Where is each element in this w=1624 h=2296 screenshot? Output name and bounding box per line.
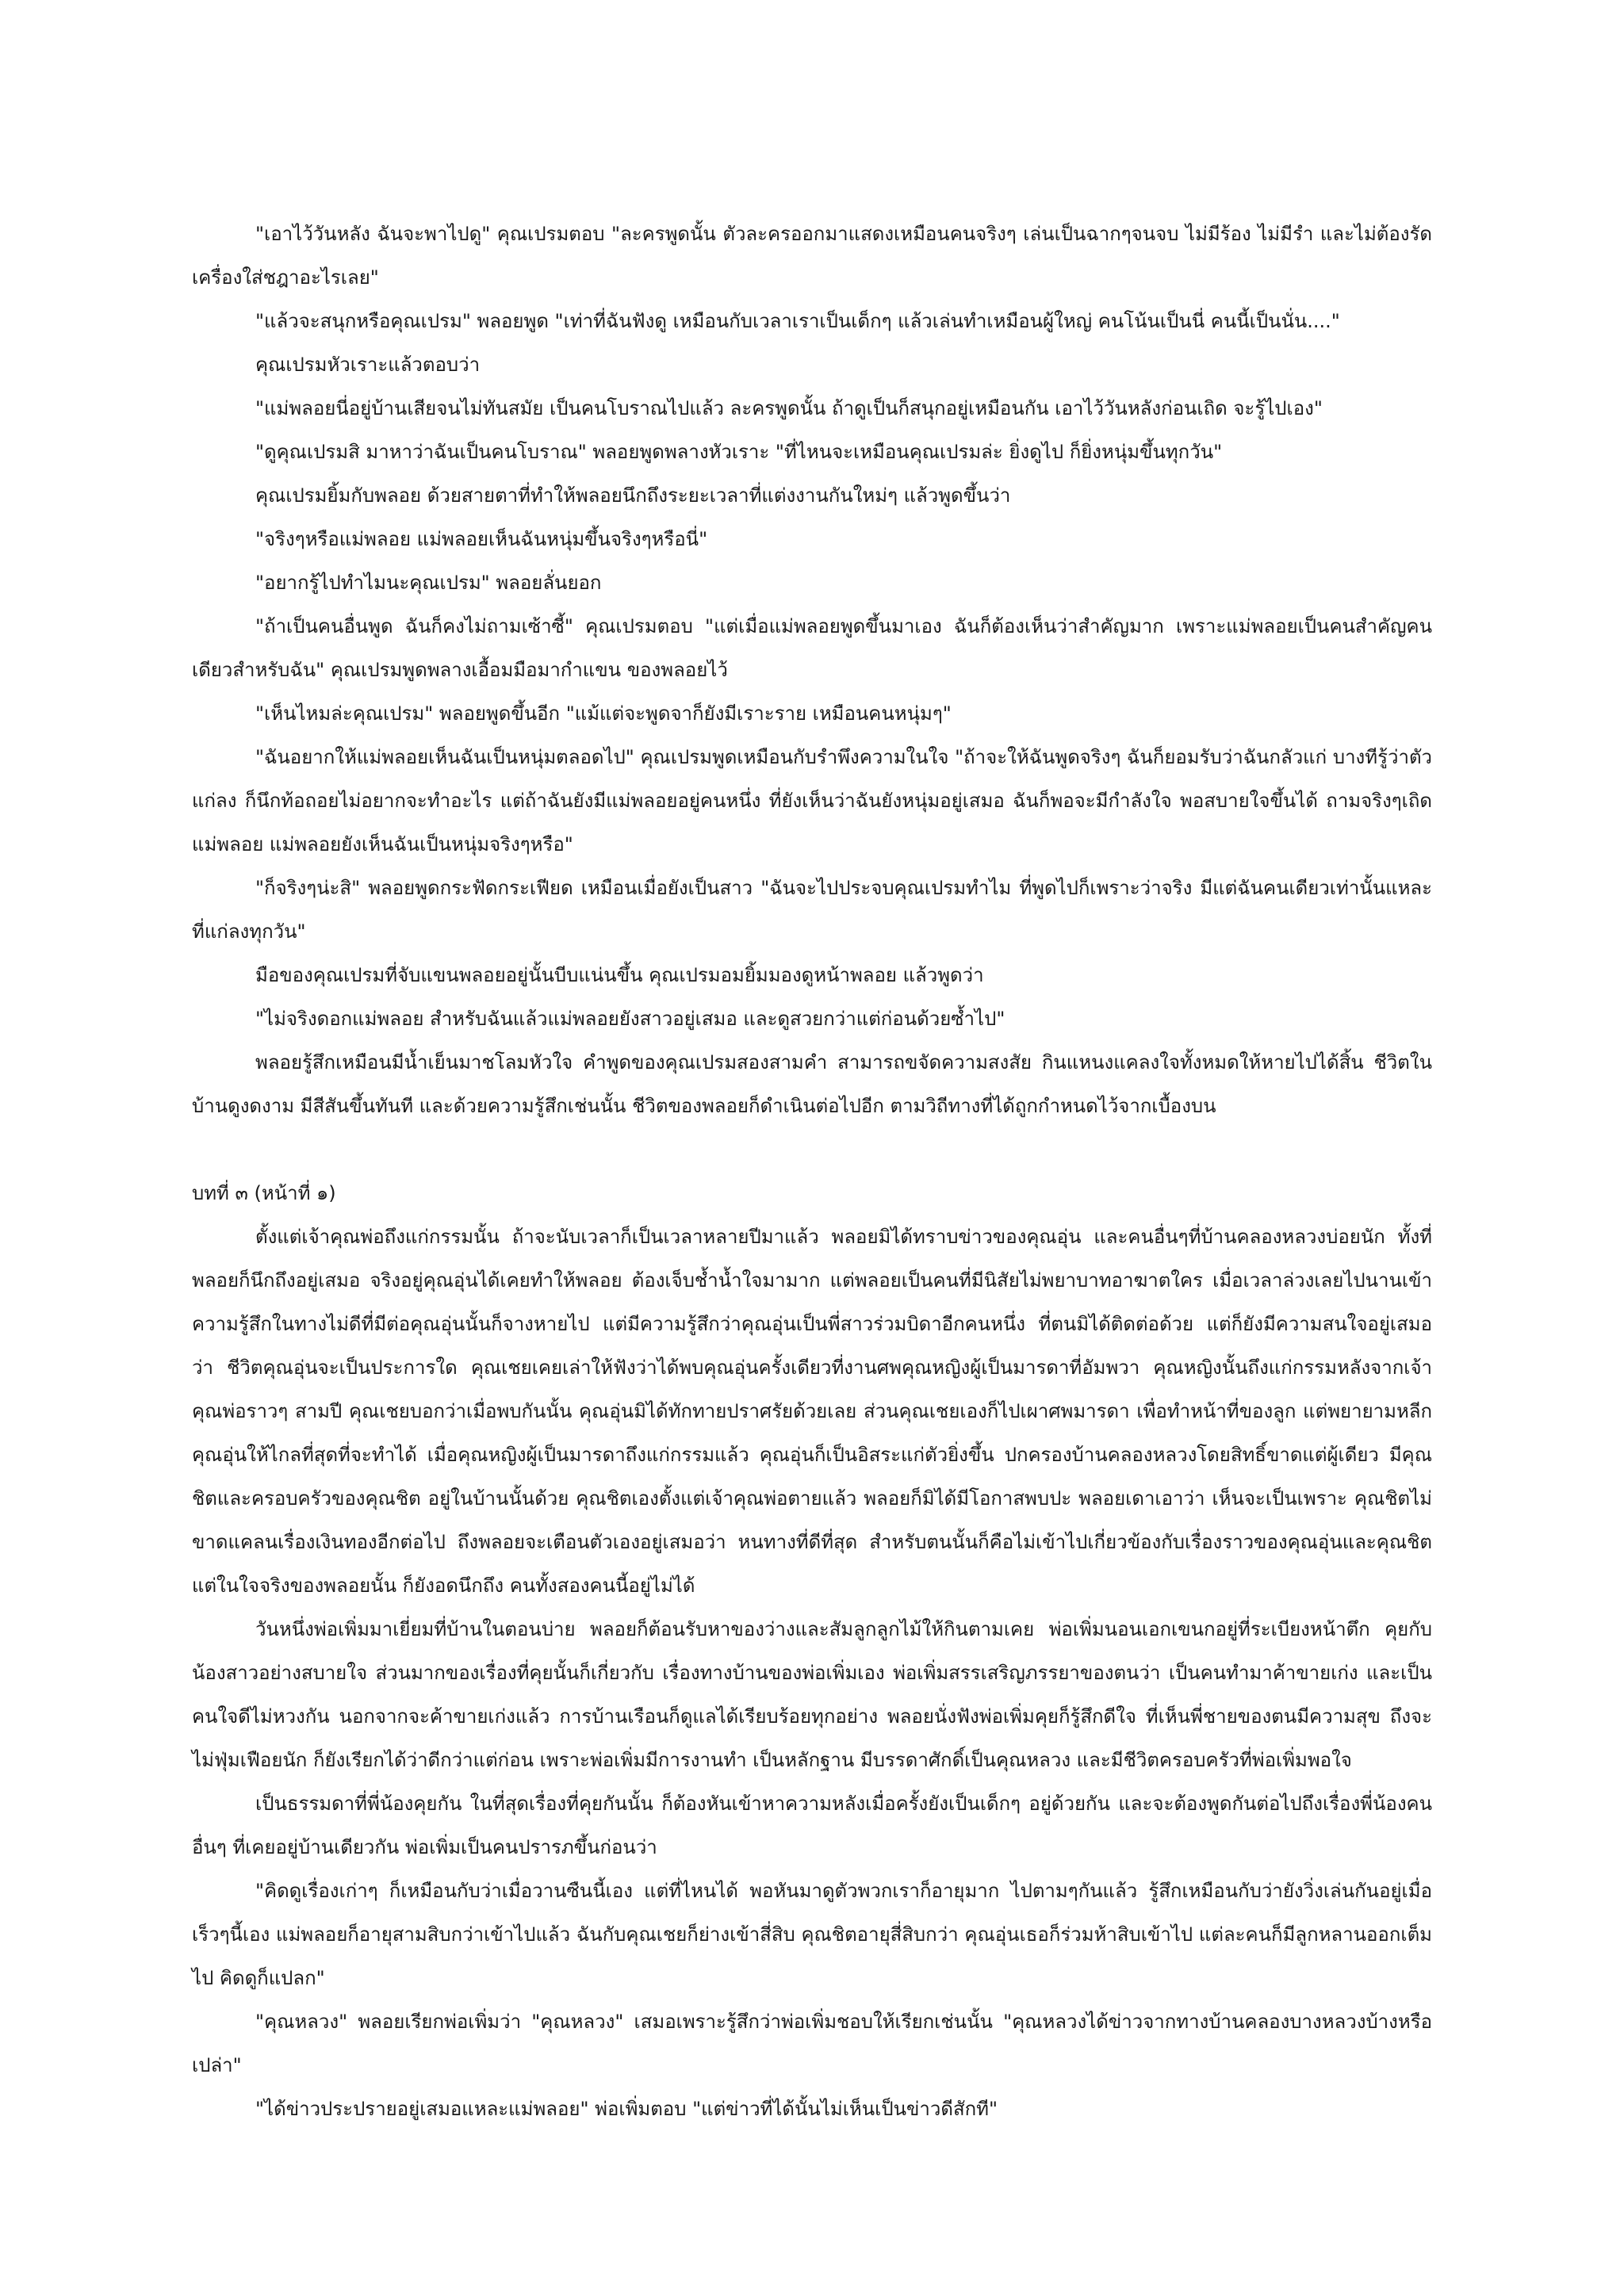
paragraph: "เห็นไหมล่ะคุณเปรม" พลอยพูดขึ้นอีก "แม้แต่จะพูดจาก็ยังมีเราะราย เหมือนคนหนุ่มๆ"	[255, 702, 952, 725]
paragraph: "คุณหลวง" พลอยเรียกพ่อเพิ่มว่า "คุณหลวง" เสมอเพราะรู้สึกว่าพ่อเพิ่มชอบให้เรียกเช่นนั้น "คุณหลวงได้ข่าวจากทางบ้านคลองบางหลวงบ้างหรือเปล่า"	[192, 2011, 1432, 2076]
paragraph: คุณเปรมยิ้มกับพลอย ด้วยสายตาที่ทำให้พลอยนึกถึงระยะเวลาที่แต่งงานกันใหม่ๆ แล้วพูดขึ้นว่า	[255, 484, 1011, 507]
paragraph: "จริงๆหรือแม่พลอย แม่พลอยเห็นฉันหนุ่มขึ้นจริงๆหรือนี่"	[255, 528, 708, 550]
paragraph: "ไม่จริงดอกแม่พลอย สำหรับฉันแล้วแม่พลอยยังสาวอยู่เสมอ และดูสวยกว่าแต่ก่อนด้วยซ้ำไป"	[255, 1008, 1005, 1030]
chapter-heading: บทที่ ๓ (หน้าที่ ๑)	[192, 1182, 336, 1204]
paragraph: "เอาไว้วันหลัง ฉันจะพาไปดู" คุณเปรมตอบ "ละครพูดนั้น ตัวละครออกมาแสดงเหมือนคนจริงๆ เล่นเป็นฉากๆจนจบ ไม่มีร้อง ไม่มีรำ และไม่ต้องรัดเครื่องใส่ชฎาอะไรเลย"	[192, 223, 1432, 289]
paragraph: "อยากรู้ไปทำไมนะคุณเปรม" พลอยลั่นยอก	[255, 572, 602, 594]
paragraph: "ถ้าเป็นคนอื่นพูด ฉันก็คงไม่ถามเซ้าซี้" คุณเปรมตอบ "แต่เมื่อแม่พลอยพูดขึ้นมาเอง ฉันก็ต้องเห็นว่าสำคัญมาก เพราะแม่พลอยเป็นคนสำคัญคนเดียวสำหรับฉัน" คุณเปรมพูดพลางเอื้อมมือมากำแขน ของพลอยไว้	[192, 615, 1432, 681]
paragraph: "ได้ข่าวประปรายอยู่เสมอแหละแม่พลอย" พ่อเพิ่มตอบ "แต่ข่าวที่ได้นั้นไม่เห็นเป็นข่าวดีสักที"	[255, 2098, 998, 2120]
paragraph: คุณเปรมหัวเราะแล้วตอบว่า	[255, 354, 481, 376]
paragraph: "แล้วจะสนุกหรือคุณเปรม" พลอยพูด "เท่าที่ฉันฟังดู เหมือนกับเวลาเราเป็นเด็กๆ แล้วเล่นทำเหมือนผู้ใหญ่ คนโน้นเป็นนี่ คนนี้เป็นนั่น...."	[255, 310, 1340, 332]
paragraph: "ดูคุณเปรมสิ มาหาว่าฉันเป็นคนโบราณ" พลอยพูดพลางหัวเราะ "ที่ไหนจะเหมือนคุณเปรมล่ะ ยิ่งดูไป ก็ยิ่งหนุ่มขึ้นทุกวัน"	[255, 441, 1223, 463]
section-spacer	[192, 1128, 1432, 1172]
paragraph: พลอยรู้สึกเหมือนมีน้ำเย็นมาชโลมหัวใจ คำพูดของคุณเปรมสองสามคำ สามารถขจัดความสงสัย กินแหนงแคลงใจทั้งหมดให้หายไปได้สิ้น ชีวิตในบ้านดูงดงาม มีสีสันขึ้นทันที และด้วยความรู้สึกเช่นนั้น ชีวิตของพลอยก็ดำเนินต่อไปอีก ตามวิถีทางที่ได้ถูกกำหนดไว้จากเบื้องบน	[192, 1051, 1432, 1117]
paragraph: ตั้งแต่เจ้าคุณพ่อถึงแก่กรรมนั้น ถ้าจะนับเวลาก็เป็นเวลาหลายปีมาแล้ว พลอยมิได้ทราบข่าวของคุณอุ่น และคนอื่นๆที่บ้านคลองหลวงบ่อยนัก ทั้งที่พลอยก็นึกถึงอยู่เสมอ จริงอยู่คุณอุ่นได้เคยทำให้พลอย ต้องเจ็บช้ำน้ำใจมามาก แต่พลอยเป็นคนที่มีนิสัยไม่พยาบาทอาฆาตใคร เมื่อเวลาล่วงเลยไปนานเข้า ความรู้สึกในทางไม่ดีที่มีต่อคุณอุ่นนั้นก็จางหายไป แต่มีความรู้สึกว่าคุณอุ่นเป็นพี่สาวร่วมบิดาอีกคนหนึ่ง ที่ตนมิได้ติดต่อด้วย แต่ก็ยังมีความสนใจอยู่เสมอว่า ชีวิตคุณอุ่นจะเป็นประการใด คุณเชยเคยเล่าให้ฟังว่าได้พบคุณอุ่นครั้งเดียวที่งานศพคุณหญิงผู้เป็นมารดาที่อัมพวา คุณหญิงนั้นถึงแก่กรรมหลังจากเจ้าคุณพ่อราวๆ สามปี คุณเชยบอกว่าเมื่อพบกันนั้น คุณอุ่นมิได้ทักทายปราศรัยด้วยเลย ส่วนคุณเชยเองก็ไปเผาศพมารดา เพื่อทำหน้าที่ของลูก แต่พยายามหลีกคุณอุ่นให้ไกลที่สุดที่จะทำได้ เมื่อคุณหญิงผู้เป็นมารดาถึงแก่กรรมแล้ว คุณอุ่นก็เป็นอิสระแก่ตัวยิ่งขึ้น ปกครองบ้านคลองหลวงโดยสิทธิ์ขาดแต่ผู้เดียว มีคุณชิตและครอบครัวของคุณชิต อยู่ในบ้านนั้นด้วย คุณชิตเองตั้งแต่เจ้าคุณพ่อตายแล้ว พลอยก็มิได้มีโอกาสพบปะ พลอยเดาเอาว่า เห็นจะเป็นเพราะ คุณชิตไม่ขาดแคลนเรื่องเงินทองอีกต่อไป ถึงพลอยจะเตือนตัวเองอยู่เสมอว่า หนทางที่ดีที่สุด สำหรับตนนั้นก็คือไม่เข้าไปเกี่ยวข้องกับเรื่องราวของคุณอุ่นและคุณชิต แต่ในใจจริงของพลอยนั้น ก็ยังอดนึกถึง คนทั้งสองคนนี้อยู่ไม่ได้	[192, 1226, 1432, 1597]
paragraph: มือของคุณเปรมที่จับแขนพลอยอยู่นั้นบีบแน่นขึ้น คุณเปรมอมยิ้มมองดูหน้าพลอย แล้วพูดว่า	[255, 964, 984, 986]
paragraph: "ก็จริงๆน่ะสิ" พลอยพูดกระฟัดกระเฟียด เหมือนเมื่อยังเป็นสาว "ฉันจะไปประจบคุณเปรมทำไม ที่พูดไปก็เพราะว่าจริง มีแต่ฉันคนเดียวเท่านั้นแหละ ที่แก่ลงทุกวัน"	[192, 877, 1432, 943]
paragraph: วันหนึ่งพ่อเพิ่มมาเยี่ยมที่บ้านในตอนบ่าย พลอยก็ต้อนรับหาของว่างและสัมลูกลูกไม้ให้กินตามเคย พ่อเพิ่มนอนเอกเขนกอยู่ที่ระเบียงหน้าตึก คุยกับน้องสาวอย่างสบายใจ ส่วนมากของเรื่องที่คุยนั้นก็เกี่ยวกับ เรื่องทางบ้านของพ่อเพิ่มเอง พ่อเพิ่มสรรเสริญภรรยาของตนว่า เป็นคนทำมาค้าขายเก่ง และเป็นคนใจดีไม่หวงกัน นอกจากจะค้าขายเก่งแล้ว การบ้านเรือนก็ดูแลได้เรียบร้อยทุกอย่าง พลอยนั่งฟังพ่อเพิ่มคุยก็รู้สึกดีใจ ที่เห็นพี่ชายของตนมีความสุข ถึงจะไม่ฟุ่มเฟือยนัก ก็ยังเรียกได้ว่าดีกว่าแต่ก่อน เพราะพ่อเพิ่มมีการงานทำ เป็นหลักฐาน มีบรรดาศักดิ์เป็นคุณหลวง และมีชีวิตครอบครัวที่พ่อเพิ่มพอใจ	[192, 1618, 1432, 1771]
paragraph: "ฉันอยากให้แม่พลอยเห็นฉันเป็นหนุ่มตลอดไป" คุณเปรมพูดเหมือนกับรำพึงความในใจ "ถ้าจะให้ฉันพูดจริงๆ ฉันก็ยอมรับว่าฉันกลัวแก่ บางทีรู้ว่าตัวแก่ลง ก็นึกท้อถอยไม่อยากจะทำอะไร แต่ถ้าฉันยังมีแม่พลอยอยู่คนหนึ่ง ที่ยังเห็นว่าฉันยังหนุ่มอยู่เสมอ ฉันก็พอจะมีกำลังใจ พอสบายใจขึ้นได้ ถามจริงๆเถิดแม่พลอย แม่พลอยยังเห็นฉันเป็นหนุ่มจริงๆหรือ"	[192, 746, 1432, 855]
paragraph: "คิดดูเรื่องเก่าๆ ก็เหมือนกับว่าเมื่อวานซืนนี้เอง แต่ที่ไหนได้ พอหันมาดูตัวพวกเราก็อายุมาก ไปตามๆกันแล้ว รู้สึกเหมือนกับว่ายังวิ่งเล่นกันอยู่เมื่อเร็วๆนี้เอง แม่พลอยก็อายุสามสิบกว่าเข้าไปแล้ว ฉันกับคุณเชยก็ย่างเข้าสี่สิบ คุณชิตอายุสี่สิบกว่า คุณอุ่นเธอก็ร่วมห้าสิบเข้าไป แต่ละคนก็มีลูกหลานออกเต็มไป คิดดูก็แปลก"	[192, 1880, 1432, 1989]
paragraph: เป็นธรรมดาที่พี่น้องคุยกัน ในที่สุดเรื่องที่คุยกันนั้น ก็ต้องหันเข้าหาความหลังเมื่อครั้งยังเป็นเด็กๆ อยู่ด้วยกัน และจะต้องพูดกันต่อไปถึงเรื่องพี่น้องคนอื่นๆ ที่เคยอยู่บ้านเดียวกัน พ่อเพิ่มเป็นคนปรารภขึ้นก่อนว่า	[192, 1793, 1432, 1858]
paragraph: "แม่พลอยนี่อยู่บ้านเสียจนไม่ทันสมัย เป็นคนโบราณไปแล้ว ละครพูดนั้น ถ้าดูเป็นก็สนุกอยู่เหมือนกัน เอาไว้วันหลังก่อนเถิด จะรู้ไปเอง"	[255, 397, 1323, 419]
